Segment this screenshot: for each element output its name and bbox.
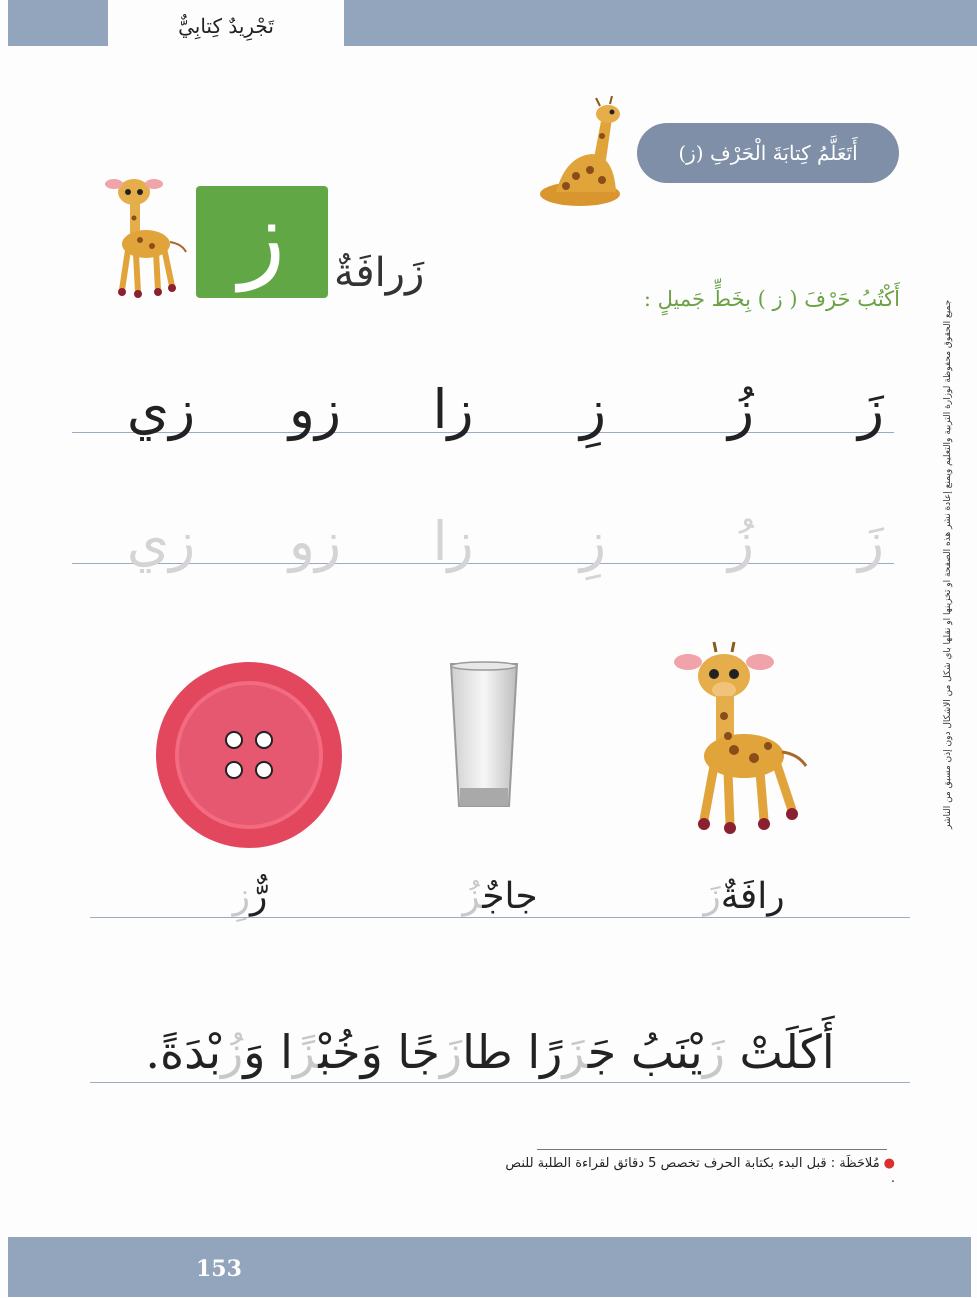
guide-line-pictures <box>90 917 910 918</box>
syllable-row1-6: زي <box>126 378 196 441</box>
practice-sentence <box>120 1025 860 1079</box>
writing-instruction: أَكْتُبُ حَرْفَ ( ز ) بِخَطٍّ جَميلٍ : <box>643 287 900 311</box>
top-band-right <box>344 0 977 46</box>
bottom-band <box>8 1237 971 1297</box>
sentence-part: وَخُبْ <box>318 1025 383 1079</box>
syllable-row2-1: زَ <box>857 510 885 573</box>
note-divider <box>537 1149 887 1150</box>
syllable-row2-3: زِ <box>579 510 607 573</box>
sentence-part-traced: زَ <box>702 1025 725 1079</box>
page-number: 153 <box>196 1256 242 1282</box>
syllable-row1-2: زُ <box>727 378 755 441</box>
sentence-part: رًا <box>512 1025 563 1079</box>
picture-label-glass: جاجٌزُ <box>462 876 538 917</box>
syllable-row1-3: زِ <box>579 378 607 441</box>
section-title-pill: أَتَعَلَّمُ كِتابَةَ الْحَرْفِ (ز) <box>637 123 899 183</box>
giraffe-icon <box>668 640 810 836</box>
sitting-giraffe-icon <box>536 96 624 208</box>
syllable-row2-6: زي <box>126 510 196 573</box>
top-band-left <box>8 0 108 46</box>
sentence-part: جًا <box>382 1025 440 1079</box>
syllable-row2-4: زا <box>432 510 474 573</box>
sentence-part-traced: زُ <box>221 1025 244 1079</box>
letter-tile: ز <box>196 186 328 298</box>
sentence-part-traced: زَ <box>562 1025 588 1079</box>
button-icon <box>154 660 344 850</box>
sentence-part: أَكَلَتْ <box>724 1025 835 1079</box>
bullet-icon: ● <box>883 1156 895 1171</box>
sentence-part: جَ <box>587 1025 617 1079</box>
syllable-row1-1: زَ <box>857 378 885 441</box>
sentence-part-traced: زَ <box>439 1025 463 1079</box>
header-label: تَجْرِيدٌ كِتابِيٌّ <box>178 14 274 38</box>
picture-label-button: رٌّزِ <box>232 876 268 917</box>
syllable-row1-5: زو <box>288 378 342 441</box>
teacher-note <box>500 1156 895 1186</box>
standing-giraffe-small-icon <box>100 172 192 302</box>
sentence-part: وَ <box>243 1025 266 1079</box>
sentence-part-traced: زً <box>292 1025 319 1079</box>
sentence-part: طا <box>462 1025 513 1079</box>
syllable-row1-4: زا <box>432 378 474 441</box>
picture-label-giraffe: رافَةٌزَ <box>703 876 785 917</box>
sentence-part: بْدَةً. <box>145 1025 222 1079</box>
teacher-note-text: مُلاحَظَة : قبل البدء بكتابة الحرف تخصص 5 دقائق لقراءة الطلبة للنص . <box>505 1156 895 1186</box>
guide-line-sentence <box>90 1082 910 1083</box>
syllable-row2-5: زو <box>288 510 342 573</box>
syllable-row2-2: زُ <box>727 510 755 573</box>
side-copyright: جميع الحقوق محفوظة لوزارة التربية والتعليم ويمنع إعادة نشر هذه الصفحة أو تخزينها أو نقلها بأي شكل من الأشكال دون إذن مسبق من الناشر <box>943 300 953 830</box>
sentence-part: ا <box>265 1025 293 1079</box>
glass-icon <box>447 660 521 810</box>
sentence-part: يْنَبُ <box>616 1025 703 1079</box>
letter-example-word: زَرافَةٌ <box>334 250 425 296</box>
